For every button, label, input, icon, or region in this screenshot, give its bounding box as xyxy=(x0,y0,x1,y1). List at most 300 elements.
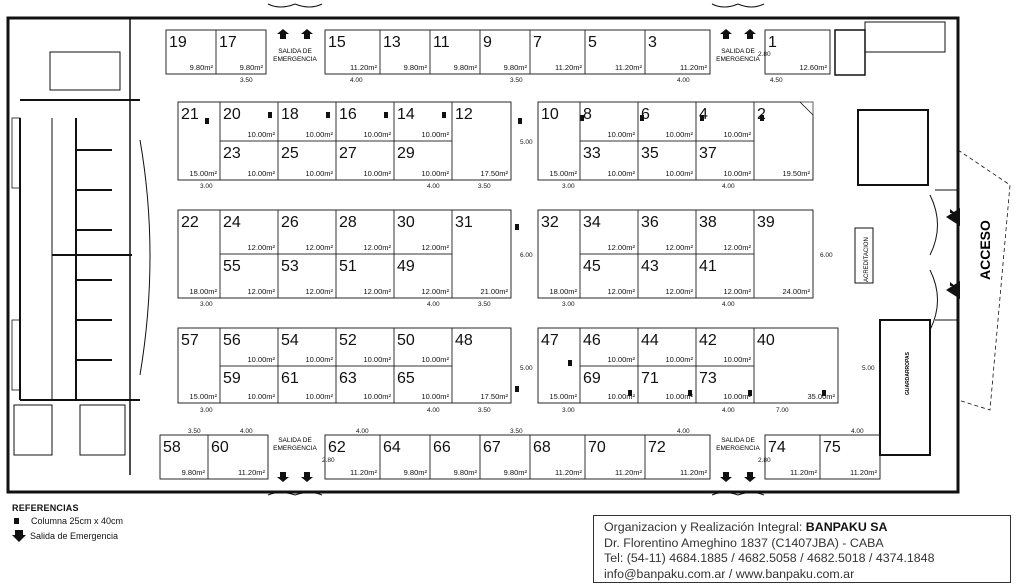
booth-7 xyxy=(530,30,585,74)
booth-area: 11.20m² xyxy=(555,468,582,477)
booth-area: 10.00m² xyxy=(665,130,693,139)
booth-number: 32 xyxy=(541,214,559,231)
legend-exit-row xyxy=(12,528,123,543)
booth-number: 37 xyxy=(699,145,717,162)
booth-47 xyxy=(538,328,580,403)
booth-area: 15.00m² xyxy=(549,169,577,178)
booth-number: 49 xyxy=(397,258,415,275)
booth-number: 48 xyxy=(455,332,473,349)
entrance-arrow-icon xyxy=(946,281,960,299)
booth-number: 45 xyxy=(583,258,601,275)
booth-number: 70 xyxy=(588,439,606,456)
emergency-exit-2 xyxy=(716,29,760,63)
booth-area: 10.00m² xyxy=(363,130,391,139)
booth-area: 12.00m² xyxy=(607,287,635,296)
dimension-label: 4.00 xyxy=(350,77,363,84)
column-marker xyxy=(442,112,446,118)
booth-area: 10.00m² xyxy=(247,355,275,364)
booth-58 xyxy=(160,435,208,479)
booth-52 xyxy=(336,328,394,366)
booth-area: 11.20m² xyxy=(350,63,377,72)
booth-42 xyxy=(696,328,754,366)
exit-label: EMERGENCIA xyxy=(716,56,760,63)
dimension-label: 5.00 xyxy=(862,365,875,372)
booth-number: 12 xyxy=(455,106,473,123)
booth-area: 24.00m² xyxy=(782,287,810,296)
exit-arrow-icon xyxy=(12,530,26,542)
booth-29 xyxy=(394,141,452,180)
booth-area: 10.00m² xyxy=(247,392,275,401)
booth-28 xyxy=(336,210,394,254)
entrance-arrow-icon xyxy=(946,208,960,226)
booth-68 xyxy=(530,435,585,479)
accreditation-label: ACREDITACION xyxy=(864,237,870,282)
column-marker xyxy=(268,112,272,118)
booth-number: 10 xyxy=(541,106,559,123)
booth-area: 10.00m² xyxy=(607,392,635,401)
booth-area: 12.00m² xyxy=(607,243,635,252)
booth-area: 17.50m² xyxy=(480,169,508,178)
booth-number: 26 xyxy=(281,214,299,231)
booth-38 xyxy=(696,210,754,254)
booth-area: 12.00m² xyxy=(247,243,275,252)
booth-number: 55 xyxy=(223,258,241,275)
exit-arrow-icon xyxy=(744,472,756,482)
dimension-label: 3.50 xyxy=(240,77,253,84)
booth-63 xyxy=(336,366,394,403)
booth-number: 23 xyxy=(223,145,241,162)
booth-number: 7 xyxy=(533,34,542,51)
booth-17 xyxy=(216,30,266,74)
booth-area: 10.00m² xyxy=(665,392,693,401)
booth-22 xyxy=(178,210,220,298)
booth-area: 9.80m² xyxy=(403,63,427,72)
booth-area: 12.00m² xyxy=(421,243,449,252)
booth-area: 11.20m² xyxy=(850,468,877,477)
dimension-label: 2.80 xyxy=(758,457,771,464)
emergency-exit-4 xyxy=(716,437,760,482)
dimension-label: 4.50 xyxy=(770,77,783,84)
booth-number: 43 xyxy=(641,258,659,275)
booth-65 xyxy=(394,366,452,403)
dimension-label: 4.00 xyxy=(427,301,440,308)
booth-number: 24 xyxy=(223,214,241,231)
booth-number: 44 xyxy=(641,332,659,349)
legend-title: REFERENCIAS xyxy=(12,503,79,513)
booth-6 xyxy=(638,102,696,141)
booth-number: 67 xyxy=(483,439,501,456)
booth-number: 71 xyxy=(641,370,659,387)
booth-71 xyxy=(638,366,696,403)
booth-number: 75 xyxy=(823,439,841,456)
booth-number: 11 xyxy=(433,34,450,51)
booth-number: 42 xyxy=(699,332,717,349)
dimension-label: 4.00 xyxy=(851,428,864,435)
cloakroom-label: GUARDARROPAS xyxy=(905,352,911,395)
booth-area: 12.00m² xyxy=(305,287,333,296)
booth-60 xyxy=(208,435,268,479)
booth-20 xyxy=(220,102,278,141)
column-icon xyxy=(14,518,19,524)
booth-area: 12.00m² xyxy=(363,243,391,252)
booth-area: 12.00m² xyxy=(421,287,449,296)
dimension-label: 3.00 xyxy=(562,407,575,414)
booth-50 xyxy=(394,328,452,366)
booth-area: 11.20m² xyxy=(790,468,817,477)
booth-number: 74 xyxy=(768,439,786,456)
dimension-label: 7.00 xyxy=(776,407,789,414)
booth-area: 9.80m² xyxy=(503,468,527,477)
booth-area: 18.00m² xyxy=(189,287,217,296)
booth-number: 14 xyxy=(397,106,415,123)
booth-area: 12.00m² xyxy=(723,243,751,252)
booth-area: 10.00m² xyxy=(247,169,275,178)
booth-area: 15.00m² xyxy=(549,392,577,401)
booth-area: 12.00m² xyxy=(305,243,333,252)
dimension-label: 4.00 xyxy=(722,301,735,308)
emergency-exit-3 xyxy=(273,437,317,482)
booth-21 xyxy=(178,102,220,180)
booth-area: 10.00m² xyxy=(421,355,449,364)
booth-area: 11.20m² xyxy=(680,63,707,72)
booth-30 xyxy=(394,210,452,254)
dimension-label: 6.00 xyxy=(820,252,833,259)
exit-arrow-icon xyxy=(301,29,313,39)
booth-14 xyxy=(394,102,452,141)
booth-number: 41 xyxy=(699,258,717,275)
company-line-1 xyxy=(604,520,1010,536)
booth-number: 58 xyxy=(163,439,181,456)
exit-arrow-icon xyxy=(720,472,732,482)
booth-number: 33 xyxy=(583,145,601,162)
column-marker xyxy=(518,118,522,124)
booth-number: 40 xyxy=(757,332,775,349)
booth-number: 29 xyxy=(397,145,415,162)
booth-number: 17 xyxy=(219,34,237,51)
dimension-label: 6.00 xyxy=(520,252,533,259)
booth-number: 34 xyxy=(583,214,601,231)
exit-arrow-icon xyxy=(277,472,289,482)
booth-area: 21.00m² xyxy=(480,287,508,296)
exit-arrow-icon xyxy=(720,29,732,39)
booth-number: 59 xyxy=(223,370,241,387)
booth-area: 10.00m² xyxy=(723,169,751,178)
booth-2 xyxy=(754,102,813,180)
booth-number: 3 xyxy=(648,34,657,51)
dimension-label: 4.00 xyxy=(240,428,253,435)
booth-67 xyxy=(480,435,530,479)
booth-number: 72 xyxy=(648,439,666,456)
booth-number: 50 xyxy=(397,332,415,349)
exit-label: SALIDA DE xyxy=(278,48,312,55)
booth-57 xyxy=(178,328,220,403)
booth-number: 60 xyxy=(211,439,229,456)
booth-23 xyxy=(220,141,278,180)
booth-74 xyxy=(765,435,820,479)
booth-area: 9.80m² xyxy=(239,63,263,72)
booth-number: 61 xyxy=(281,370,299,387)
booth-number: 6 xyxy=(641,106,650,123)
booth-number: 8 xyxy=(583,106,592,123)
booth-area: 10.00m² xyxy=(305,355,333,364)
booth-area: 19.50m² xyxy=(782,169,810,178)
booth-25 xyxy=(278,141,336,180)
booth-18 xyxy=(278,102,336,141)
dimension-label: 3.50 xyxy=(510,428,523,435)
booth-4 xyxy=(696,102,754,141)
column-marker xyxy=(568,360,572,366)
booth-number: 20 xyxy=(223,106,241,123)
booth-13 xyxy=(380,30,430,74)
booth-number: 4 xyxy=(699,106,708,123)
booth-number: 51 xyxy=(339,258,357,275)
booth-26 xyxy=(278,210,336,254)
booth-32 xyxy=(538,210,580,298)
booth-number: 21 xyxy=(181,106,199,123)
dimension-label: 4.00 xyxy=(722,407,735,414)
exit-label: SALIDA DE xyxy=(721,48,755,55)
booth-56 xyxy=(220,328,278,366)
dimension-label: 4.00 xyxy=(677,77,690,84)
booth-72 xyxy=(645,435,710,479)
booth-area: 10.00m² xyxy=(363,392,391,401)
booth-area: 10.00m² xyxy=(421,130,449,139)
booth-area: 9.80m² xyxy=(403,468,427,477)
booth-area: 10.00m² xyxy=(607,169,635,178)
booth-area: 10.00m² xyxy=(723,392,751,401)
booth-54 xyxy=(278,328,336,366)
booth-number: 57 xyxy=(181,332,199,349)
company-info-box xyxy=(593,515,1011,583)
emergency-exit-1 xyxy=(273,29,317,63)
booth-area: 10.00m² xyxy=(305,392,333,401)
dimension-label: 4.00 xyxy=(677,428,690,435)
dimension-label: 4.00 xyxy=(427,407,440,414)
dimension-label: 2.80 xyxy=(758,51,771,58)
booth-number: 25 xyxy=(281,145,299,162)
booth-49 xyxy=(394,254,452,298)
booth-area: 11.20m² xyxy=(555,63,582,72)
dimension-label: 5.00 xyxy=(520,365,533,372)
booth-area: 9.80m² xyxy=(503,63,527,72)
booth-number: 53 xyxy=(281,258,299,275)
booth-1 xyxy=(765,30,830,74)
dimension-label: 3.00 xyxy=(200,407,213,414)
booth-area: 10.00m² xyxy=(421,392,449,401)
column-marker xyxy=(384,112,388,118)
booth-area: 9.80m² xyxy=(189,63,213,72)
booth-10 xyxy=(538,102,580,180)
booth-number: 47 xyxy=(541,332,559,349)
dimension-label: 3.00 xyxy=(200,301,213,308)
booth-number: 73 xyxy=(699,370,717,387)
booth-35 xyxy=(638,141,696,180)
booth-53 xyxy=(278,254,336,298)
booth-area: 11.20m² xyxy=(238,468,265,477)
booth-number: 52 xyxy=(339,332,357,349)
booth-19 xyxy=(166,30,216,74)
booth-area: 11.20m² xyxy=(615,63,642,72)
dimension-label: 4.00 xyxy=(722,183,735,190)
booth-number: 15 xyxy=(328,34,346,51)
booth-75 xyxy=(820,435,880,479)
booth-64 xyxy=(380,435,430,479)
booth-area: 18.00m² xyxy=(549,287,577,296)
booth-area: 12.60m² xyxy=(799,63,827,72)
booth-61 xyxy=(278,366,336,403)
booth-area: 9.80m² xyxy=(453,468,477,477)
booth-3 xyxy=(645,30,710,74)
booth-45 xyxy=(580,254,638,298)
booth-area: 10.00m² xyxy=(723,355,751,364)
booth-9 xyxy=(480,30,530,74)
booth-number: 63 xyxy=(339,370,357,387)
booth-number: 13 xyxy=(383,34,401,51)
booth-number: 35 xyxy=(641,145,659,162)
legend-exit-label: Salida de Emergencia xyxy=(30,530,119,541)
company-name: BANPAKU SA xyxy=(805,520,888,534)
booth-36 xyxy=(638,210,696,254)
booth-number: 64 xyxy=(383,439,401,456)
booth-area: 10.00m² xyxy=(665,169,693,178)
booth-27 xyxy=(336,141,394,180)
booth-number: 5 xyxy=(588,34,597,51)
booth-area: 11.20m² xyxy=(680,468,707,477)
booth-area: 10.00m² xyxy=(363,355,391,364)
booth-number: 22 xyxy=(181,214,199,231)
exit-label: SALIDA DE xyxy=(278,437,312,444)
booth-11 xyxy=(430,30,480,74)
booth-39 xyxy=(754,210,813,298)
company-role: Organizacion y Realización Integral: xyxy=(604,520,806,534)
booth-31 xyxy=(452,210,511,298)
booth-59 xyxy=(220,366,278,403)
booth-15 xyxy=(325,30,380,74)
booth-number: 16 xyxy=(339,106,357,123)
booth-number: 69 xyxy=(583,370,601,387)
building-structure xyxy=(8,4,1010,495)
booth-55 xyxy=(220,254,278,298)
booth-69 xyxy=(580,366,638,403)
booth-33 xyxy=(580,141,638,180)
booth-number: 39 xyxy=(757,214,775,231)
booth-area: 10.00m² xyxy=(305,130,333,139)
booth-number: 46 xyxy=(583,332,601,349)
booth-area: 9.80m² xyxy=(453,63,477,72)
booth-area: 12.00m² xyxy=(665,287,693,296)
company-address: Dr. Florentino Ameghino 1837 (C1407JBA) - CABA xyxy=(604,535,884,550)
booth-number: 18 xyxy=(281,106,299,123)
booth-number: 19 xyxy=(169,34,187,51)
legend-column-label: Columna 25cm x 40cm xyxy=(31,515,124,526)
booth-area: 11.20m² xyxy=(615,468,642,477)
booth-8 xyxy=(580,102,638,141)
booth-area: 17.50m² xyxy=(480,392,508,401)
booth-34 xyxy=(580,210,638,254)
booth-number: 68 xyxy=(533,439,551,456)
legend xyxy=(12,503,123,543)
column-marker xyxy=(205,118,209,124)
dimension-label: 3.00 xyxy=(562,183,575,190)
booth-area: 10.00m² xyxy=(421,169,449,178)
company-web: info@banpaku.com.ar / www.banpaku.com.ar xyxy=(604,566,855,581)
booth-number: 38 xyxy=(699,214,717,231)
booth-area: 10.00m² xyxy=(363,169,391,178)
booth-16 xyxy=(336,102,394,141)
exit-arrow-icon xyxy=(301,472,313,482)
booth-12 xyxy=(452,102,511,180)
booth-number: 36 xyxy=(641,214,659,231)
booth-number: 1 xyxy=(768,34,777,51)
booth-43 xyxy=(638,254,696,298)
booth-area: 10.00m² xyxy=(723,130,751,139)
service-labels-layer xyxy=(864,220,993,395)
booth-area: 35.00m² xyxy=(807,392,835,401)
exit-arrow-icon xyxy=(744,29,756,39)
booth-37 xyxy=(696,141,754,180)
column-marker xyxy=(515,386,519,392)
dimension-label: 3.50 xyxy=(478,407,491,414)
dimension-label: 2.80 xyxy=(322,457,335,464)
booth-73 xyxy=(696,366,754,403)
booth-area: 9.80m² xyxy=(181,468,205,477)
booth-area: 10.00m² xyxy=(607,355,635,364)
exit-label: EMERGENCIA xyxy=(273,445,317,452)
booth-area: 15.00m² xyxy=(189,169,217,178)
booth-48 xyxy=(452,328,511,403)
company-phone: Tel: (54-11) 4684.1885 / 4682.5058 / 4682.5018 / 4374.1848 xyxy=(604,551,935,566)
booth-46 xyxy=(580,328,638,366)
dimension-label: 3.50 xyxy=(478,301,491,308)
dimension-label: 3.50 xyxy=(478,183,491,190)
booth-70 xyxy=(585,435,645,479)
booth-area: 11.20m² xyxy=(350,468,377,477)
booth-area: 10.00m² xyxy=(247,130,275,139)
legend-column-row xyxy=(12,513,123,528)
booth-number: 66 xyxy=(433,439,451,456)
booth-number: 54 xyxy=(281,332,299,349)
dimension-label: 4.00 xyxy=(356,428,369,435)
booth-area: 12.00m² xyxy=(723,287,751,296)
exit-arrow-icon xyxy=(277,29,289,39)
exit-label: SALIDA DE xyxy=(721,437,755,444)
column-marker xyxy=(515,224,519,230)
emergency-exits-layer xyxy=(273,29,960,482)
booth-24 xyxy=(220,210,278,254)
booth-41 xyxy=(696,254,754,298)
exit-label: EMERGENCIA xyxy=(273,56,317,63)
booth-area: 12.00m² xyxy=(363,287,391,296)
booth-number: 2 xyxy=(757,106,766,123)
booth-number: 30 xyxy=(397,214,415,231)
booth-44 xyxy=(638,328,696,366)
entrance-label: ACCESO xyxy=(977,220,993,280)
exit-label: EMERGENCIA xyxy=(716,445,760,452)
booth-number: 9 xyxy=(483,34,492,51)
booth-area: 15.00m² xyxy=(189,392,217,401)
booth-40 xyxy=(754,328,838,403)
booth-number: 31 xyxy=(455,214,473,231)
dimension-label: 3.00 xyxy=(562,301,575,308)
dimension-label: 3.00 xyxy=(200,183,213,190)
booth-area: 10.00m² xyxy=(665,355,693,364)
booth-area: 10.00m² xyxy=(305,169,333,178)
dimension-label: 3.50 xyxy=(188,428,201,435)
booth-number: 62 xyxy=(328,439,346,456)
booth-area: 12.00m² xyxy=(247,287,275,296)
booth-number: 28 xyxy=(339,214,357,231)
booth-number: 56 xyxy=(223,332,241,349)
